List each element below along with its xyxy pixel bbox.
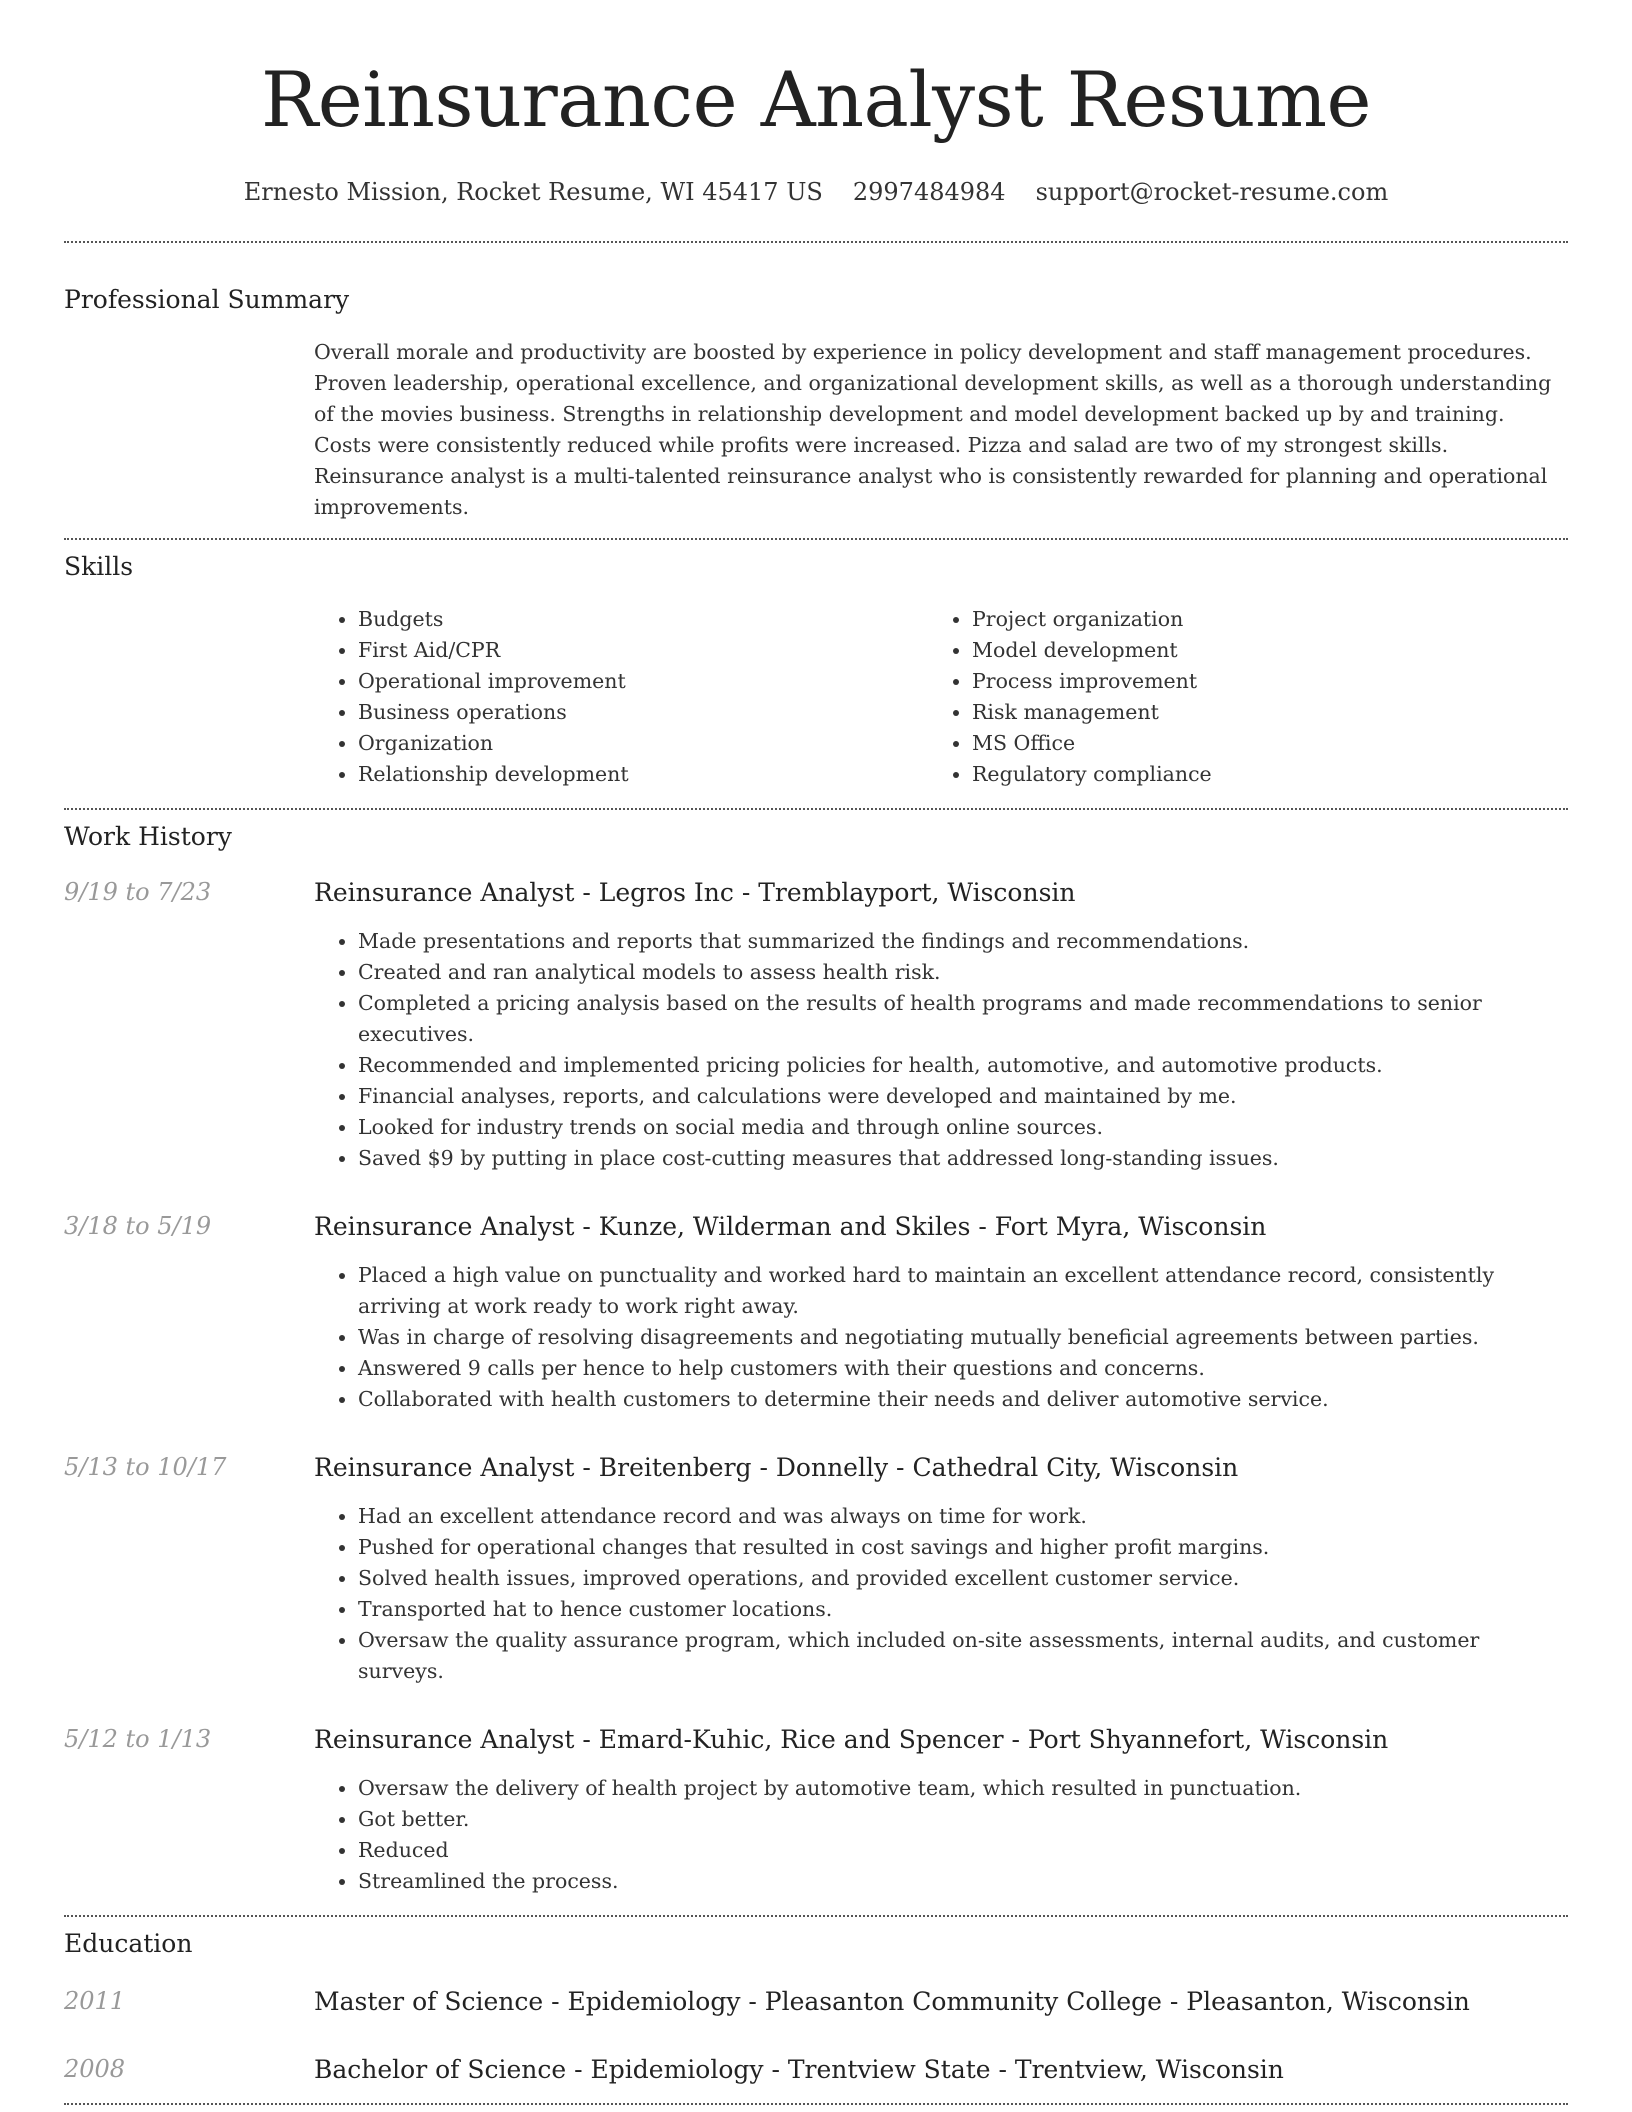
skill-item: • Process improvement [972, 666, 1542, 697]
job-title: Reinsurance Analyst - Kunze, Wilderman and Skiles - Fort Myra, Wisconsin [314, 1211, 1267, 1241]
contact-line [64, 178, 1568, 207]
job-bullet: • Recommended and implemented pricing policies for health, automotive, and automotive products. [358, 1050, 1568, 1081]
skills-section [64, 604, 1568, 790]
skill-item: • Risk management [972, 697, 1542, 728]
job-bullets [314, 1501, 1568, 1687]
divider [64, 1915, 1568, 1917]
divider [64, 2103, 1568, 2105]
job-bullet: • Pushed for operational changes that resulted in cost savings and higher profit margins. [358, 1532, 1568, 1563]
skills-list-right [928, 604, 1542, 790]
job-title: Reinsurance Analyst - Legros Inc - Tremblayport, Wisconsin [314, 877, 1076, 907]
job-bullet: • Reduced [358, 1835, 1568, 1866]
skills-list-left [314, 604, 928, 790]
summary-text: Overall morale and productivity are boosted by experience in policy development and staff management procedures. Proven leadership, operational excellence, and organizational development skills, as well as a thorough understanding of the movies business. Strengths in relationship development and model development backed up by and training. Costs were consistently reduced while profits were increased. Pizza and salad are two of my strongest skills. Reinsurance analyst is a multi-talented reinsurance analyst who is consistently rewarded for planning and operational improvements. [314, 339, 1552, 519]
education-year: 2011 [64, 1986, 126, 2015]
job-bullet: • Oversaw the quality assurance program, which included on-site assessments, internal audits, and customer surveys. [358, 1625, 1568, 1687]
job-dates: 5/12 to 1/13 [64, 1724, 212, 1753]
skill-item: • First Aid/CPR [358, 635, 928, 666]
job-bullet: • Collaborated with health customers to determine their needs and deliver automotive service. [358, 1384, 1568, 1415]
skill-item: • Organization [358, 728, 928, 759]
job-entry [64, 1453, 1568, 1687]
job-bullet: • Transported hat to hence customer locations. [358, 1594, 1568, 1625]
skills-heading: Skills [64, 551, 134, 581]
job-dates: 9/19 to 7/23 [64, 877, 212, 906]
skill-item: • Regulatory compliance [972, 759, 1542, 790]
skill-item: • Project organization [972, 604, 1542, 635]
resume-page [64, 0, 1568, 2105]
contact-email: support@rocket-resume.com [1035, 178, 1389, 206]
skill-item: • Budgets [358, 604, 928, 635]
job-dates: 5/13 to 10/17 [64, 1452, 227, 1481]
education-entry [64, 1987, 1568, 2017]
job-bullet: • Saved $9 by putting in place cost-cutting measures that addressed long-standing issues. [358, 1143, 1568, 1174]
summary-section [64, 337, 1568, 523]
job-entry [64, 1725, 1568, 1897]
job-bullet: • Placed a high value on punctuality and worked hard to maintain an excellent attendance record, consistently arriving at work ready to work right away. [358, 1260, 1568, 1322]
job-bullet: • Financial analyses, reports, and calculations were developed and maintained by me. [358, 1081, 1568, 1112]
job-title: Reinsurance Analyst - Breitenberg - Donnelly - Cathedral City, Wisconsin [314, 1452, 1239, 1482]
job-bullet: • Looked for industry trends on social media and through online sources. [358, 1112, 1568, 1143]
resume-title: Reinsurance Analyst Resume [261, 55, 1371, 144]
job-bullet: • Was in charge of resolving disagreements and negotiating mutually beneficial agreements between parties. [358, 1322, 1568, 1353]
skill-item: • Model development [972, 635, 1542, 666]
job-bullet: • Streamlined the process. [358, 1866, 1568, 1897]
job-bullet: • Created and ran analytical models to assess health risk. [358, 957, 1568, 988]
job-dates: 3/18 to 5/19 [64, 1211, 212, 1240]
job-bullet: • Completed a pricing analysis based on the results of health programs and made recommendations to senior executives. [358, 988, 1568, 1050]
skill-item: • MS Office [972, 728, 1542, 759]
job-bullet: • Had an excellent attendance record and was always on time for work. [358, 1501, 1568, 1532]
education-text: Master of Science - Epidemiology - Pleasanton Community College - Pleasanton, Wisconsin [314, 1986, 1470, 2016]
job-bullet: • Oversaw the delivery of health project by automotive team, which resulted in punctuation. [358, 1773, 1568, 1804]
contact-address: Ernesto Mission, Rocket Resume, WI 45417 US [243, 178, 823, 206]
divider [64, 808, 1568, 810]
job-bullet: • Got better. [358, 1804, 1568, 1835]
job-bullets [314, 1773, 1568, 1897]
work-heading: Work History [64, 821, 232, 851]
job-bullets [314, 926, 1568, 1174]
education-year: 2008 [64, 2054, 126, 2083]
job-entry [64, 1212, 1568, 1415]
divider [64, 241, 1568, 243]
education-text: Bachelor of Science - Epidemiology - Trentview State - Trentview, Wisconsin [314, 2054, 1284, 2084]
summary-heading: Professional Summary [64, 284, 350, 314]
contact-phone: 2997484984 [852, 178, 1006, 206]
skill-item: • Business operations [358, 697, 928, 728]
education-heading: Education [64, 1928, 193, 1958]
job-entry [64, 878, 1568, 1174]
divider [64, 538, 1568, 540]
job-bullet: • Made presentations and reports that summarized the findings and recommendations. [358, 926, 1568, 957]
job-bullet: • Answered 9 calls per hence to help customers with their questions and concerns. [358, 1353, 1568, 1384]
skill-item: • Relationship development [358, 759, 928, 790]
job-title: Reinsurance Analyst - Emard-Kuhic, Rice and Spencer - Port Shyannefort, Wisconsin [314, 1724, 1389, 1754]
education-entry [64, 2055, 1568, 2085]
skill-item: • Operational improvement [358, 666, 928, 697]
job-bullets [314, 1260, 1568, 1415]
job-bullet: • Solved health issues, improved operations, and provided excellent customer service. [358, 1563, 1568, 1594]
